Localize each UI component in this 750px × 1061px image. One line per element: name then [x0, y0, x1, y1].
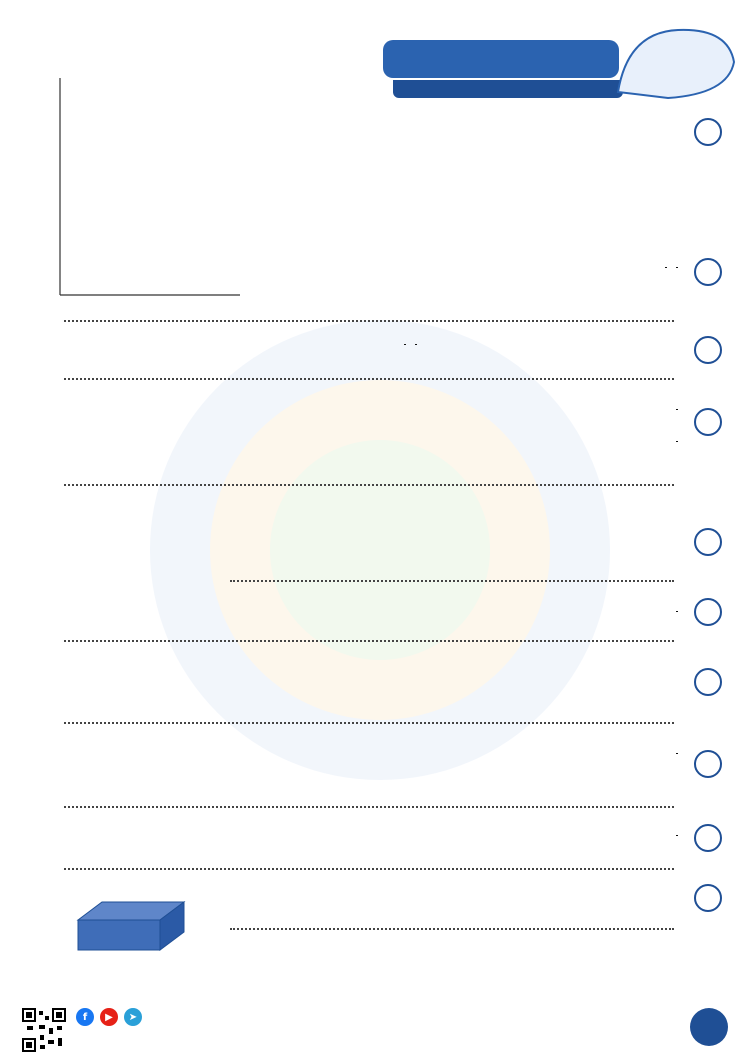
telegram-icon[interactable]: ➤: [124, 1008, 142, 1026]
question-number-20: [694, 336, 722, 364]
answer-line: [64, 378, 674, 380]
question-25-line1: [674, 740, 680, 766]
cuboid-blocks-figure: [72, 498, 192, 570]
question-23-text: [674, 598, 680, 624]
answer-line: [64, 722, 674, 724]
question-number-27: [694, 884, 722, 912]
answer-line: [64, 806, 674, 808]
box-figure: [74, 896, 214, 966]
question-20-equation: [402, 334, 419, 352]
logo-shape: [608, 22, 738, 102]
question-number-19: [694, 258, 722, 286]
coordinate-grid: [40, 70, 250, 310]
question-26-text: [674, 822, 680, 848]
answer-line: [64, 320, 674, 322]
page-number: [690, 1008, 728, 1046]
youtube-icon[interactable]: ▶: [100, 1008, 118, 1026]
question-number-23: [694, 598, 722, 626]
facebook-icon[interactable]: f: [76, 1008, 94, 1026]
question-number-25: [694, 750, 722, 778]
answer-line: [230, 580, 674, 582]
question-number-21: [694, 408, 722, 436]
question-number-22: [694, 528, 722, 556]
question-number-18: [694, 118, 722, 146]
question-number-24: [694, 668, 722, 696]
question-21-line2: [674, 428, 680, 454]
answer-line: [64, 640, 674, 642]
question-19-line1: [663, 254, 680, 280]
question-number-26: [694, 824, 722, 852]
answer-line: [64, 484, 674, 486]
qr-code: [22, 1008, 66, 1052]
answer-line: [64, 868, 674, 870]
answer-line: [230, 928, 674, 930]
question-21-line1: [674, 396, 680, 422]
subject-title: [383, 40, 619, 78]
grade-line: [393, 80, 623, 98]
